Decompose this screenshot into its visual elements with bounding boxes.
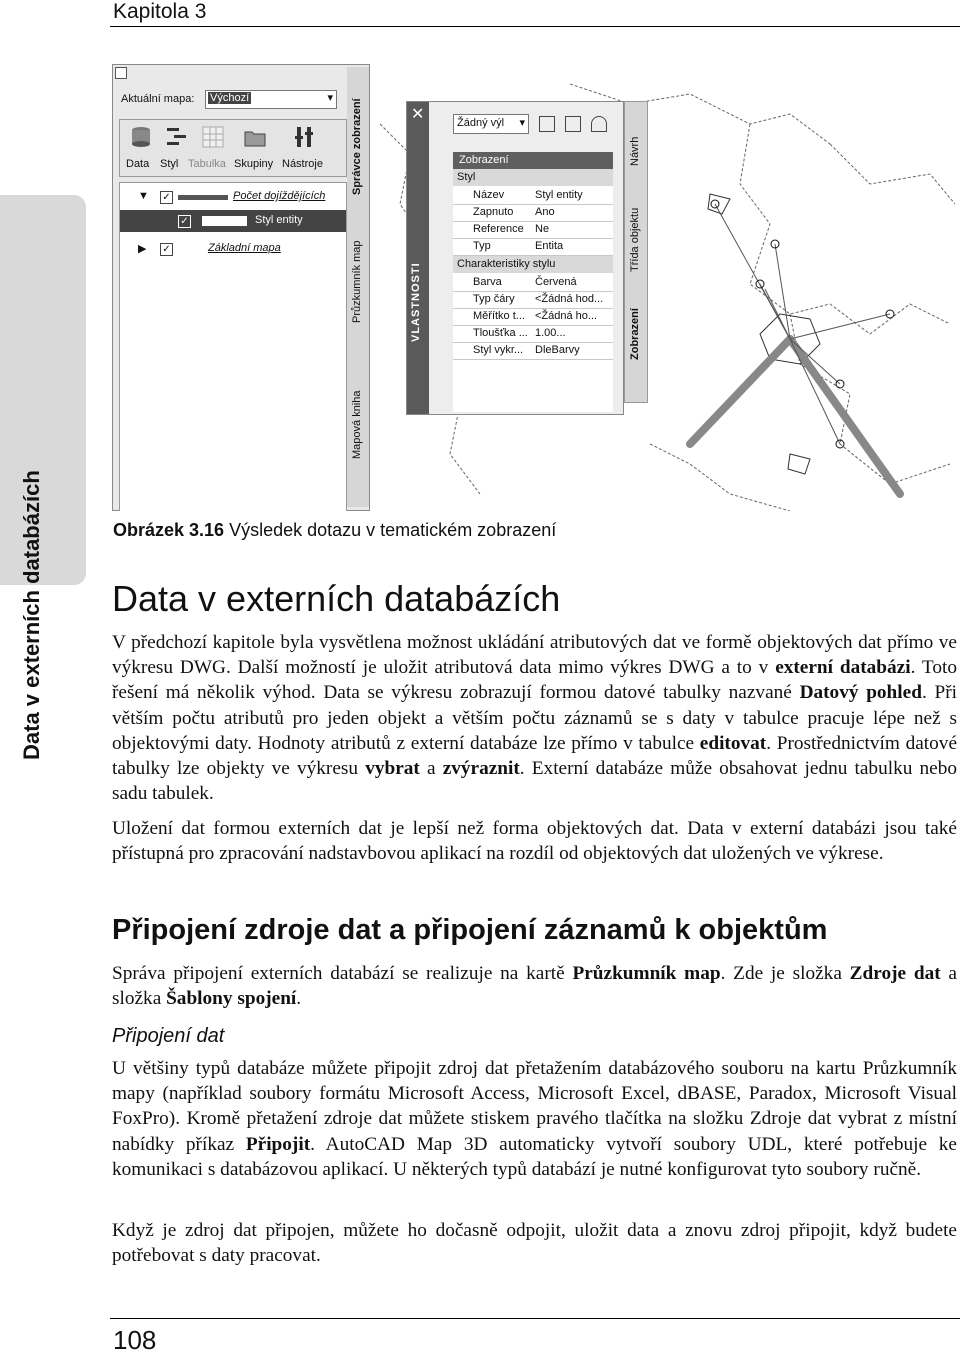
subsection-heading: Připojení zdroje dat a připojení záznamů k objektům bbox=[112, 914, 828, 946]
prop-value[interactable]: 1.00... bbox=[535, 327, 566, 339]
bold-term: editovat bbox=[699, 732, 767, 754]
bold-term: vybrat bbox=[365, 758, 420, 780]
paragraph-5: Když je zdroj dat připojen, můžete ho dočasně odpojit, uložit data a znovu zdroj připojit, když budete potřebovat s daty pracovat. bbox=[112, 1220, 957, 1267]
prop-value[interactable]: Styl entity bbox=[535, 189, 583, 201]
prop-value[interactable]: Entita bbox=[535, 240, 564, 252]
prop-key: Reference bbox=[473, 223, 524, 235]
table-icon[interactable] bbox=[200, 124, 226, 150]
prop-key: Název bbox=[473, 189, 505, 201]
prop-row[interactable] bbox=[453, 221, 613, 239]
chevron-down-icon[interactable]: ▾ bbox=[327, 92, 333, 104]
header-rule bbox=[110, 26, 960, 27]
prop-row[interactable] bbox=[453, 187, 613, 205]
checkbox-icon[interactable]: ✓ bbox=[160, 191, 173, 204]
tree-item[interactable] bbox=[120, 239, 346, 259]
prop-key: Barva bbox=[473, 276, 502, 288]
quick-select-icon[interactable] bbox=[591, 116, 607, 132]
section-header[interactable] bbox=[453, 256, 613, 273]
toolbar bbox=[119, 119, 347, 177]
chevron-down-icon[interactable]: ▾ bbox=[519, 117, 525, 129]
page-number: 108 bbox=[113, 1325, 157, 1355]
figure-caption bbox=[113, 520, 556, 541]
prop-row[interactable] bbox=[453, 274, 613, 292]
pickadd-icon[interactable] bbox=[565, 116, 581, 132]
prop-row[interactable] bbox=[453, 291, 613, 309]
side-tab-label: Data v externích databázích bbox=[19, 470, 44, 760]
section-style-chars-label: Charakteristiky stylu bbox=[457, 258, 556, 270]
prop-key: Typ čáry bbox=[473, 293, 515, 305]
section-header[interactable] bbox=[453, 169, 613, 186]
tree-item-label[interactable]: Počet dojíždějících bbox=[233, 190, 326, 202]
prop-value[interactable]: Ano bbox=[535, 206, 555, 218]
layer-tree bbox=[119, 182, 347, 511]
palette-titlebar bbox=[407, 102, 429, 414]
footer-rule bbox=[110, 1318, 960, 1319]
right-tab-strip bbox=[624, 101, 648, 403]
folder-icon[interactable] bbox=[242, 124, 268, 150]
toolbar-data-label[interactable]: Data bbox=[126, 158, 150, 170]
prop-key: Styl vykr... bbox=[473, 344, 524, 356]
prop-value[interactable]: Ne bbox=[535, 223, 550, 235]
prop-key: Tloušťka ... bbox=[473, 327, 528, 339]
prop-key: Typ bbox=[473, 240, 491, 252]
tools-icon[interactable] bbox=[292, 124, 318, 150]
filter-value: Žádný výl bbox=[457, 117, 505, 129]
bold-term: Šablony spojení bbox=[166, 988, 297, 1010]
style-icon[interactable] bbox=[164, 124, 190, 150]
toolbar-tools-label[interactable]: Nástroje bbox=[282, 158, 323, 170]
prop-value[interactable]: DleBarvy bbox=[535, 344, 580, 356]
current-map-select[interactable] bbox=[205, 90, 337, 109]
bold-term: zvýraznit bbox=[442, 758, 520, 780]
bold-term: Připojit bbox=[245, 1133, 311, 1155]
checkbox-icon[interactable]: ✓ bbox=[160, 243, 173, 256]
bold-term: Datový pohled bbox=[799, 682, 922, 704]
prop-key: Měřítko t... bbox=[473, 310, 525, 322]
paragraph-3: Správa připojení externích databází se realizuje na kartě Průzkumník map. Zde je složka Zdroje dat a složka Šablony spojení. bbox=[112, 963, 957, 1010]
section-header[interactable] bbox=[453, 152, 613, 169]
properties-palette bbox=[406, 101, 624, 415]
filter-select[interactable] bbox=[453, 114, 529, 134]
toolbar-style-label[interactable]: Styl bbox=[160, 158, 179, 170]
section-display-label: Zobrazení bbox=[459, 154, 509, 166]
map-area[interactable] bbox=[370, 64, 955, 511]
toolbar-table-label[interactable]: Tabulka bbox=[188, 158, 226, 170]
prop-value[interactable]: Červená bbox=[535, 276, 577, 288]
prop-row[interactable] bbox=[453, 308, 613, 326]
side-thumb-tab bbox=[0, 195, 86, 760]
expand-arrow-icon[interactable]: ▶ bbox=[138, 243, 147, 255]
tab-display-manager[interactable]: Správce zobrazení bbox=[351, 98, 363, 195]
paragraph-1: V předchozí kapitole byla vysvětlena možnost ukládání atributových dat ve formě objektových dat přímo ve výkresu DWG. Další možností je uložit atributová data mimo výkres DWG a to v externí databázi. Toto řešení má několik výhod. Data se výkresu zobrazují formou datové tabulky nazvané Datový pohled. Při větším počtu atributů pro jeden objekt a větším počtu záznamů se s daty v tabulce pracuje lépe než s objektovými daty. Hodnoty atributů z externí databáze lze přímo v tabulce editovat. Prostřednictvím datové tabulky lze objekty ve výkresu vybrat a zvýraznit. Externí databáze může obsahovat jednu tabulku nebo sadu tabulek. bbox=[112, 632, 957, 805]
tab-display[interactable]: Zobrazení bbox=[629, 308, 641, 360]
tab-feature-class[interactable]: Třída objektu bbox=[629, 207, 641, 272]
current-map-value: Výchozí bbox=[210, 92, 250, 104]
tree-item-label[interactable]: Základní mapa bbox=[208, 242, 281, 254]
prop-row[interactable] bbox=[453, 342, 613, 360]
section-style-label: Styl bbox=[457, 171, 476, 183]
collapse-arrow-icon[interactable]: ▼ bbox=[138, 190, 149, 202]
close-icon[interactable]: ✕ bbox=[411, 106, 425, 123]
prop-row[interactable] bbox=[453, 204, 613, 222]
palette-title: VLASTNOSTI bbox=[410, 262, 422, 342]
database-icon[interactable] bbox=[128, 124, 154, 150]
select-objects-icon[interactable] bbox=[539, 116, 555, 132]
display-manager-panel bbox=[112, 64, 370, 511]
tab-design[interactable]: Návrh bbox=[629, 136, 641, 166]
toolbar-groups-label[interactable]: Skupiny bbox=[234, 158, 274, 170]
property-grid bbox=[453, 152, 613, 412]
prop-value[interactable]: <Žádná ho... bbox=[535, 310, 598, 322]
bold-term: Zdroje dat bbox=[849, 963, 941, 984]
tab-map-explorer[interactable]: Průzkumník map bbox=[351, 240, 363, 323]
left-tab-strip bbox=[347, 67, 369, 507]
prop-value[interactable]: <Žádná hod... bbox=[535, 293, 604, 305]
legend-swatch bbox=[202, 216, 247, 226]
section-heading: Data v externích databázích bbox=[112, 578, 561, 619]
bold-term: externí databázi bbox=[775, 657, 911, 679]
paragraph-4: U většiny typů databáze můžete připojit zdroj dat přetažením databázového souboru na kartu Průzkumník mapy (například soubory formátu Microsoft Access, Microsoft Excel, dBASE, Paradox, Microsoft Visual FoxPro). Kromě přetažení zdroje dat můžete stiskem pravého tlačítka na složku Zdroje dat vybrat z místní nabídky příkaz Připojit. AutoCAD Map 3D automaticky vytvoří soubory UDL, které potřebuje ke komunikaci s databázovou aplikací. U některých typů databází je nutné konfigurovat tyto soubory ručně. bbox=[112, 1058, 957, 1180]
tree-item-selected[interactable] bbox=[120, 210, 346, 232]
chapter-header: Kapitola 3 bbox=[113, 0, 207, 23]
current-map-label: Aktuální mapa: bbox=[121, 93, 195, 105]
checkbox-icon[interactable]: ✓ bbox=[178, 215, 191, 228]
caption-label: Obrázek 3.16 bbox=[113, 520, 225, 540]
figure-screenshot bbox=[112, 64, 955, 511]
prop-row[interactable] bbox=[453, 325, 613, 343]
legend-swatch bbox=[178, 195, 228, 200]
subsubsection-heading: Připojení dat bbox=[112, 1025, 225, 1047]
tab-map-book[interactable]: Mapová kniha bbox=[351, 390, 363, 459]
tree-item[interactable] bbox=[120, 187, 346, 207]
collapse-icon[interactable] bbox=[115, 67, 127, 79]
bold-term: Průzkumník map bbox=[572, 963, 721, 984]
tree-item-label[interactable]: Styl entity bbox=[255, 214, 303, 226]
paragraph-2: Uložení dat formou externích dat je lepší než forma objektových dat. Data v externí databázi jsou také přístupná pro zpracování nadstavbovou aplikací na rozdíl od objektových dat uložených ve výkrese. bbox=[112, 818, 957, 865]
prop-key: Zapnuto bbox=[473, 206, 514, 218]
prop-row[interactable] bbox=[453, 238, 613, 256]
caption-text: Výsledek dotazu v tematickém zobrazení bbox=[224, 520, 557, 540]
